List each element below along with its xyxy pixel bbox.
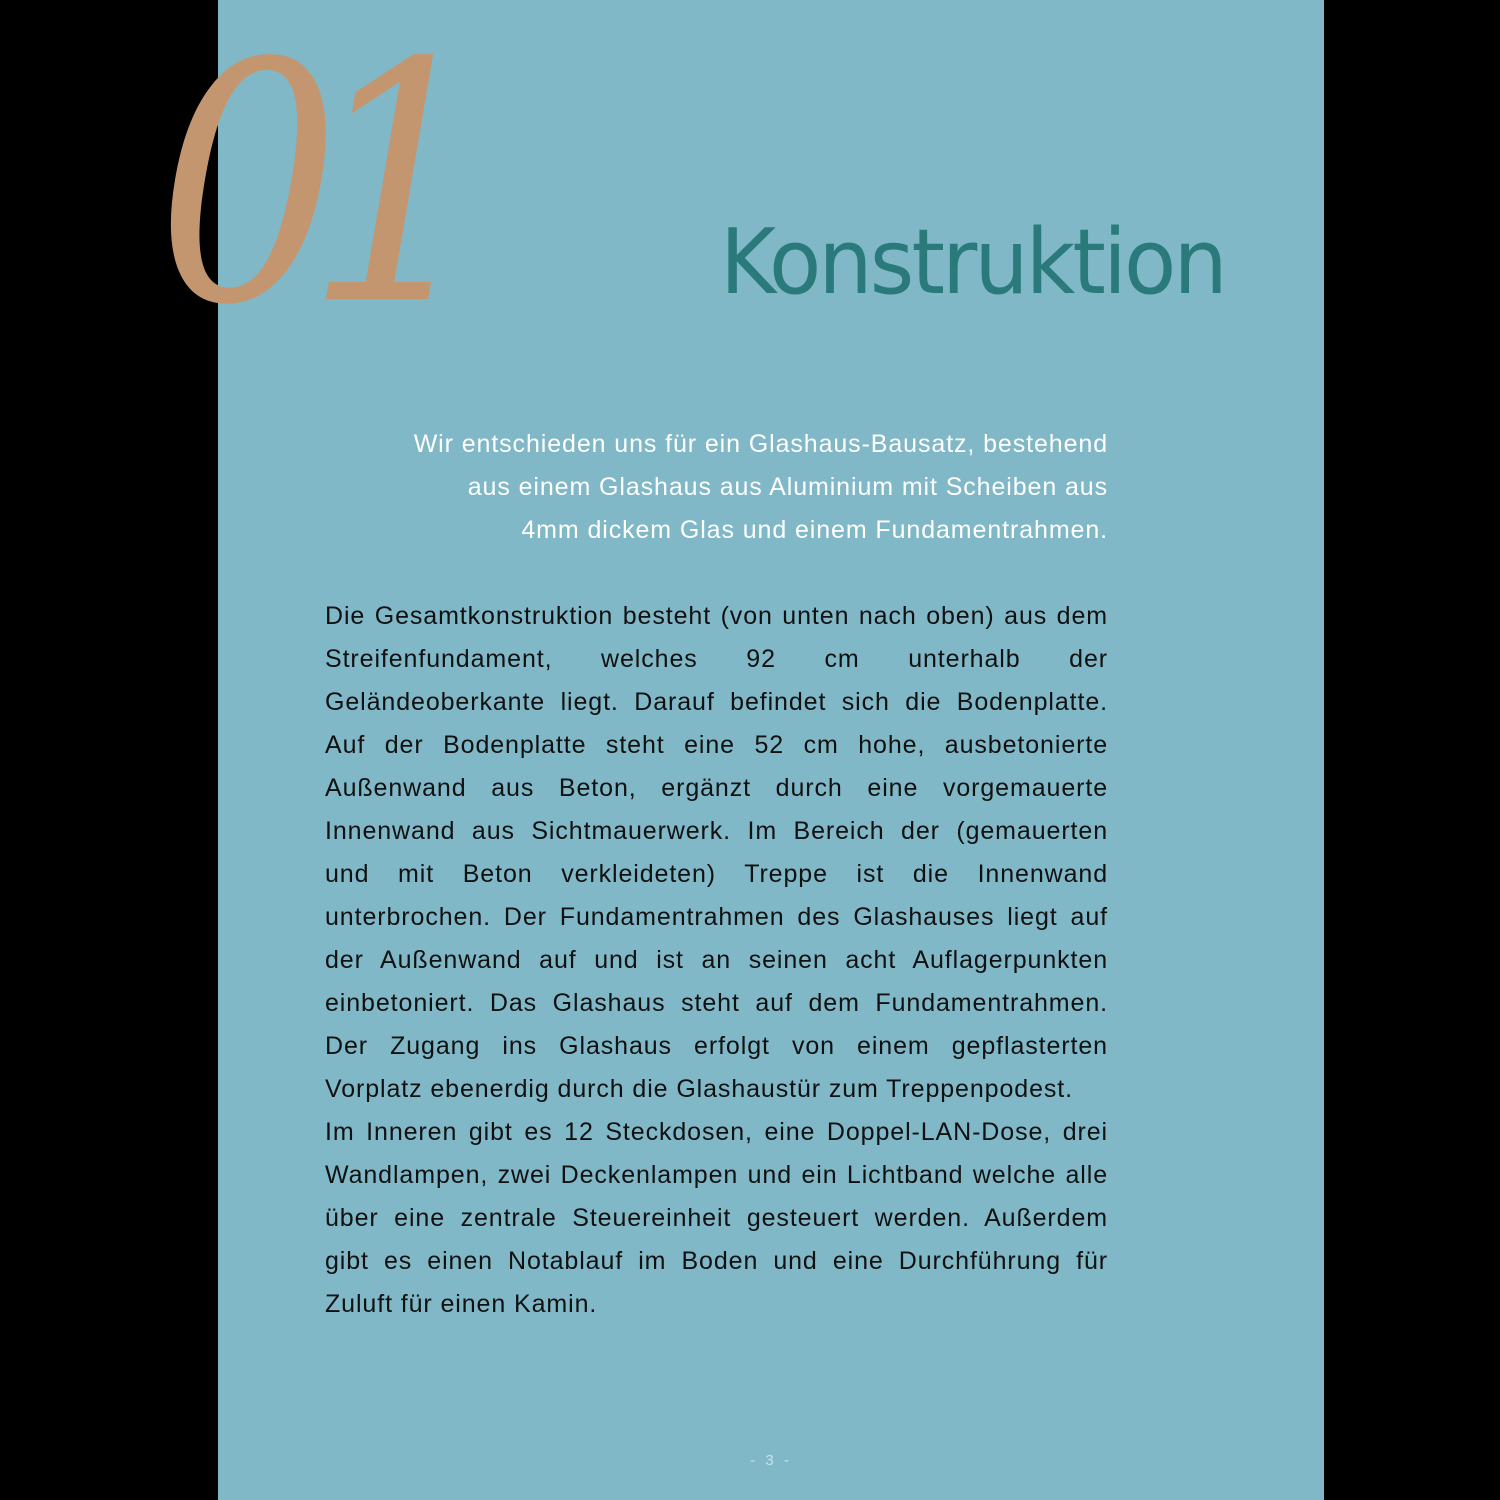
body-paragraph: Im Inneren gibt es 12 Steckdosen, eine Doppel-LAN-Dose, drei Wandlampen, zwei Deckenlampen und ein Lichtband welche alle über eine zentrale Steuereinheit gesteuert werden. Außerdem gibt es einen Notablauf im Boden und eine Durchführung für Zuluft für einen Kamin. — [325, 1118, 1108, 1318]
document-page — [156, 0, 1324, 1500]
intro-line: aus einem Glashaus aus Aluminium mit Scheiben aus — [467, 473, 1108, 501]
chapter-title: Konstruktion — [720, 210, 1225, 315]
body-paragraph: Die Gesamtkonstruktion besteht (von unten nach oben) aus dem Streifenfundament, welches 92 cm unterhalb der Geländeoberkante liegt. Darauf befindet sich die Bodenplatte. Auf der Bodenplatte steht eine 52 cm hohe, ausbetonierte Außenwand aus Beton, ergänzt durch eine vorgemauerte Innenwand aus Sichtmauerwerk. Im Bereich der (gemauerten und mit Beton verkleideten) Treppe ist die Innenwand unterbrochen. Der Fundamentrahmen des Glashauses liegt auf der Außenwand auf und ist an seinen acht Auflagerpunkten einbetoniert. Das Glashaus steht auf dem Fundamentrahmen. Der Zugang ins Glashaus erfolgt von einem gepflasterten Vorplatz ebenerdig durch die Glashaustür zum Treppenpodest. — [325, 602, 1108, 1103]
intro-line: Wir entschieden uns für ein Glashaus-Bausatz, bestehend — [413, 430, 1108, 458]
page-number: - 3 - — [750, 1452, 792, 1469]
chapter-number: 01 — [156, 0, 456, 377]
intro-paragraph — [325, 423, 1108, 552]
body-text — [325, 595, 1108, 1326]
intro-line: 4mm dickem Glas und einem Fundamentrahmen. — [521, 516, 1108, 544]
